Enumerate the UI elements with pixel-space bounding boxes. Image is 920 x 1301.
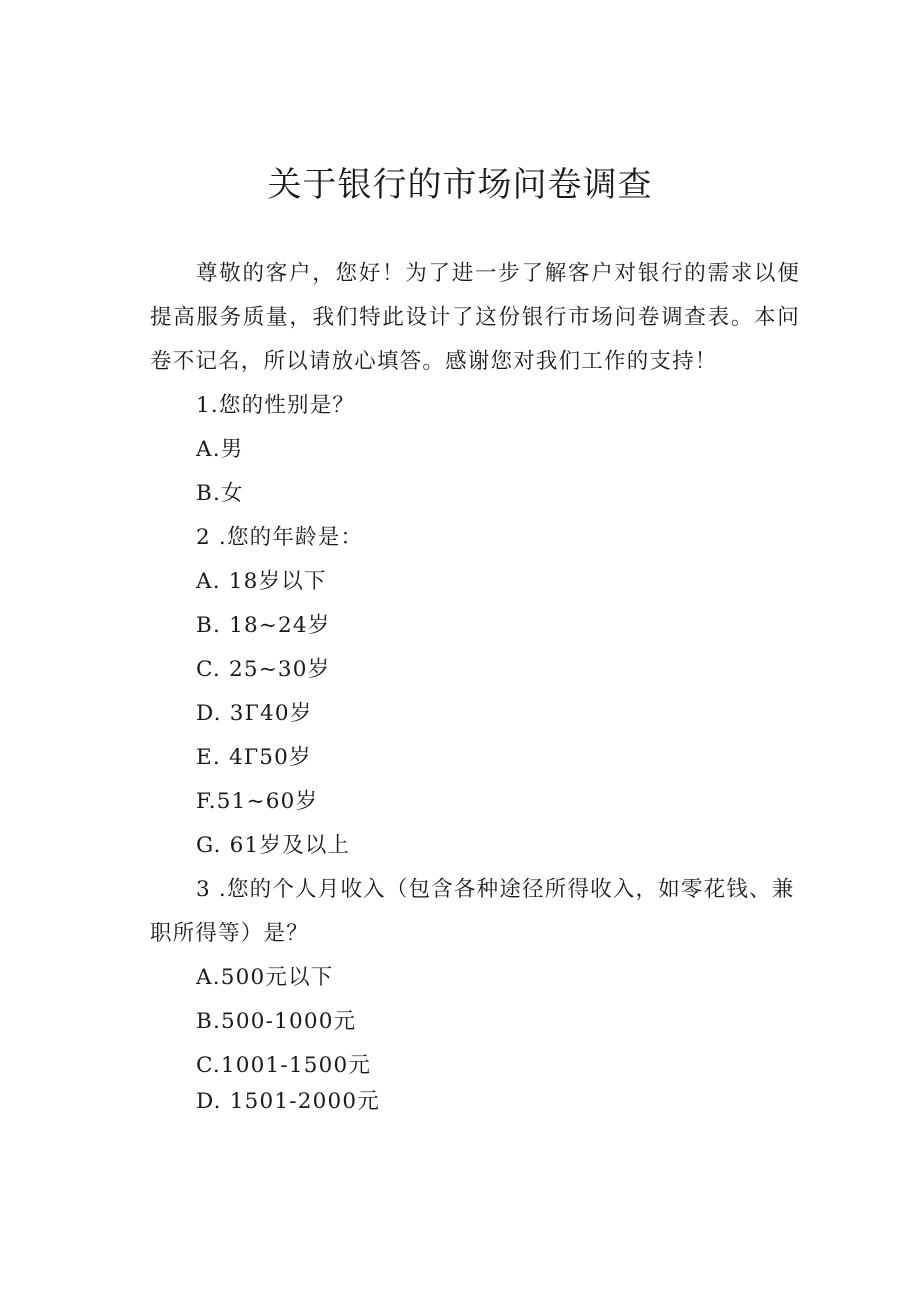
- question-1-option-a: A.男: [196, 437, 244, 462]
- question-3-option-d: D. 1501-2000元: [196, 1089, 380, 1114]
- intro-paragraph: 尊敬的客户，您好！为了进一步了解客户对银行的需求以便提高服务质量，我们特此设计了这份银行市场问卷调查表。本问卷不记名，所以请放心填答。感谢您对我们工作的支持！: [150, 261, 800, 374]
- question-2-option-e: E. 4Г50岁: [196, 745, 312, 770]
- question-3-option-c: C.1001-1500元: [196, 1053, 372, 1078]
- question-3: 3 .您的个人月收入（包含各种途径所得收入，如零花钱、兼职所得等）是？: [150, 877, 795, 946]
- question-2-option-f: F.51~60岁: [196, 789, 319, 814]
- question-1: 1.您的性别是？: [196, 393, 356, 418]
- page-title: 关于银行的市场问卷调查: [267, 165, 653, 205]
- question-1-option-b: B.女: [196, 481, 244, 506]
- question-2-option-c: C. 25~30岁: [196, 657, 331, 682]
- question-2-option-b: B. 18~24岁: [196, 613, 331, 638]
- question-2-option-d: D. 3Г40岁: [196, 701, 313, 726]
- question-2-option-g: G. 61岁及以上: [196, 833, 351, 858]
- question-2: 2 .您的年龄是：: [196, 525, 364, 550]
- question-2-option-a: A. 18岁以下: [196, 569, 327, 594]
- question-3-option-b: B.500-1000元: [196, 1009, 357, 1034]
- document-body: [150, 252, 800, 1124]
- question-3-option-a: A.500元以下: [196, 965, 334, 990]
